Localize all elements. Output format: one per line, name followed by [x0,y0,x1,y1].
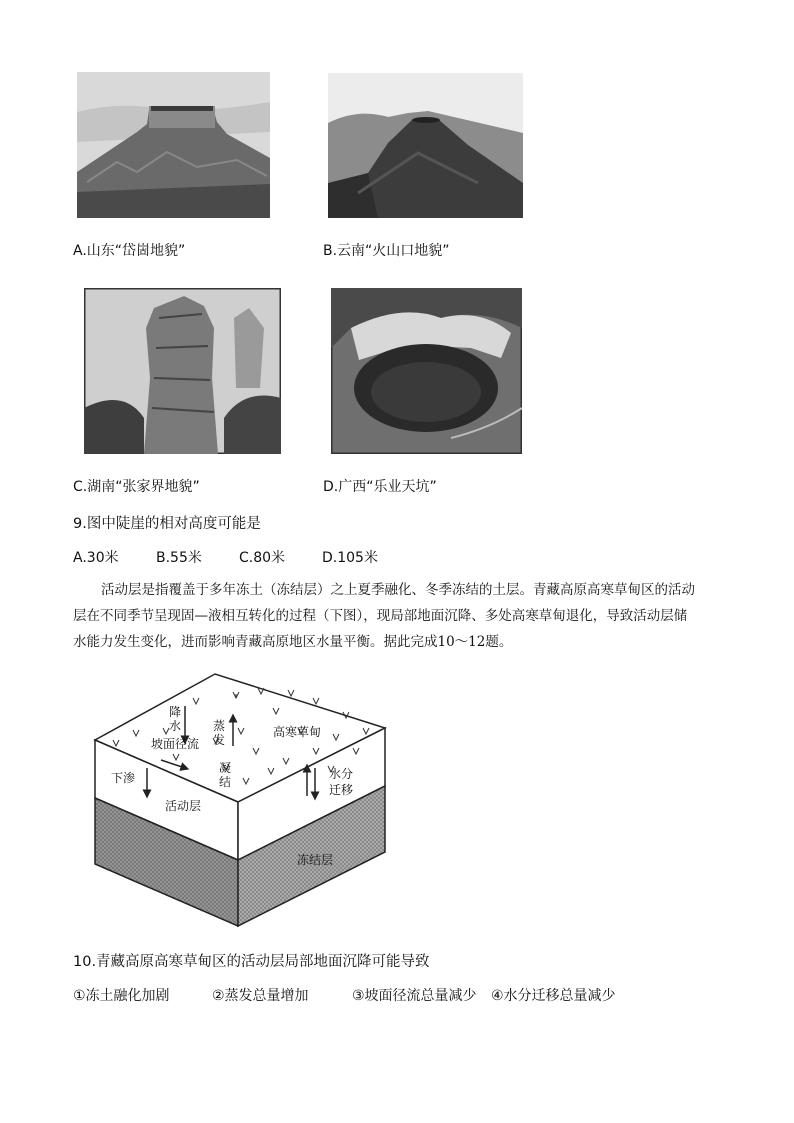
passage-line-1: 活动层是指覆盖于多年冻土（冻结层）之上夏季融化、冬季冻结的土层。青藏高原高寒草甸区的活动 [101,582,695,598]
photo-b-caption: B.云南“火山口地貌” [323,243,450,259]
photo-c-caption: C.湖南“张家界地貌” [73,479,200,495]
label-migration-2: 迁移 [329,783,354,797]
label-evap-2: 发 [213,733,226,747]
label-infiltration: 下渗 [111,771,136,785]
question-10-option-3: ③坡面径流总量减少 [352,988,477,1004]
reading-passage [73,577,723,655]
photo-b-volcano-landform [328,73,523,218]
photo-c-zhangjiajie-landform [84,288,281,454]
question-9-option-b: B.55米 [156,550,202,566]
label-evap-1: 蒸 [213,719,226,733]
question-9-stem: 9.图中陡崖的相对高度可能是 [73,516,261,532]
label-precip-1: 降 [169,705,182,719]
question-9-option-d: D.105米 [322,550,378,566]
label-active-layer: 活动层 [165,799,202,813]
photo-a-caption: A.山东“岱崮地貌” [73,243,186,259]
label-precip-2: 水 [169,719,182,733]
label-meadow: 高寒草甸 [273,725,322,739]
passage-line-3: 水能力发生变化，进而影响青藏高原地区水量平衡。据此完成10～12题。 [73,634,513,650]
passage-line-2: 层在不同季节呈现固—液相互转化的过程（下图），现局部地面沉降、多处高寒草甸退化，导致活动层储 [73,608,688,624]
photo-d-leye-tiankeng [331,288,522,454]
label-frozen-layer: 冻结层 [297,853,334,867]
active-layer-block-diagram [73,668,393,930]
question-10-option-1: ①冻土融化加剧 [73,988,170,1004]
photo-d-caption: D.广西“乐业天坑” [323,479,437,495]
question-10-option-2: ②蒸发总量增加 [212,988,309,1004]
question-10-stem: 10.青藏高原高寒草甸区的活动层局部地面沉降可能导致 [73,954,430,970]
label-condense-2: 结 [219,775,232,789]
label-runoff: 坡面径流 [151,737,200,751]
label-condense-1: 凝 [219,761,232,775]
label-migration-1: 水分 [329,767,354,781]
photo-a-daigu-landform [77,72,270,218]
question-9-option-a: A.30米 [73,550,119,566]
question-9-option-c: C.80米 [239,550,286,566]
question-10-option-4: ④水分迁移总量减少 [491,988,616,1004]
